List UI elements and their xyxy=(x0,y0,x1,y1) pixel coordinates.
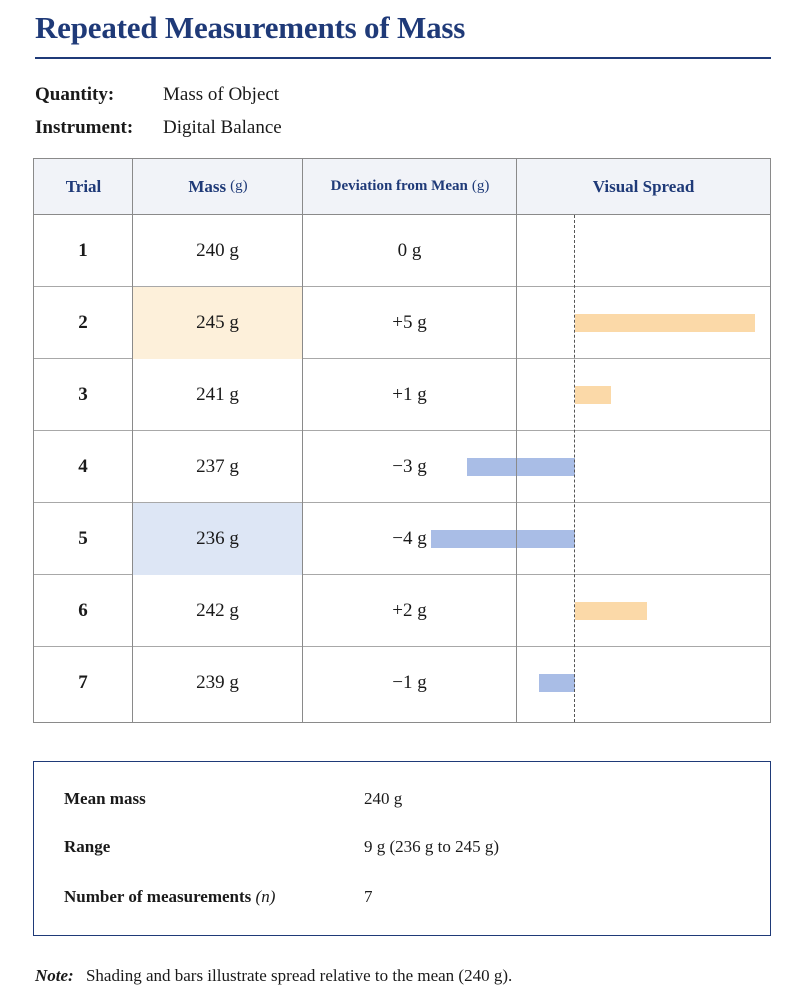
title-divider xyxy=(35,57,771,59)
instrument-value: Digital Balance xyxy=(163,117,282,138)
header-deviation-text: Deviation from Mean xyxy=(330,178,468,194)
page-title: Repeated Measurements of Mass xyxy=(35,10,466,45)
trial-cell: 1 xyxy=(78,240,88,261)
spread-bar xyxy=(575,386,611,404)
deviation-cell: 0 g xyxy=(397,240,422,261)
footnote xyxy=(35,966,512,986)
header-deviation-unit: (g) xyxy=(471,178,490,194)
quantity-label: Quantity: xyxy=(35,84,115,105)
mass-cell: 242 g xyxy=(196,600,239,621)
deviation-cell: +1 g xyxy=(392,384,427,405)
header-mass-unit: (g) xyxy=(230,178,248,194)
deviation-cell: +5 g xyxy=(392,312,427,333)
table-row xyxy=(34,359,770,431)
header-visual-spread xyxy=(517,159,770,214)
instrument-label: Instrument: xyxy=(35,117,134,138)
range-value: 9 g (236 g to 245 g) xyxy=(364,837,500,856)
table-row xyxy=(34,287,770,359)
mean-reference-line xyxy=(574,215,575,722)
count-label-text: Number of measurements xyxy=(64,887,252,906)
deviation-cell: −4 g xyxy=(392,528,427,549)
spread-bar xyxy=(575,314,755,332)
mass-cell: 240 g xyxy=(196,240,239,261)
spread-bar xyxy=(467,458,575,476)
table-header xyxy=(34,159,770,215)
header-mass-text: Mass xyxy=(188,176,227,196)
deviation-cell: −3 g xyxy=(392,456,427,477)
column-divider xyxy=(302,159,303,722)
trial-cell: 2 xyxy=(78,312,88,333)
header-deviation xyxy=(303,159,517,214)
count-symbol: (n) xyxy=(255,887,276,906)
trial-cell: 6 xyxy=(78,600,88,621)
table-row xyxy=(34,431,770,503)
note-text: Shading and bars illustrate spread relative to the mean (240 g). xyxy=(85,966,513,985)
mass-cell: 239 g xyxy=(196,672,239,693)
count-label xyxy=(64,887,275,907)
measurements-table xyxy=(33,158,771,723)
trial-cell: 5 xyxy=(78,528,88,549)
mass-cell: 237 g xyxy=(196,456,239,477)
note-lead: Note: xyxy=(35,966,74,985)
spread-bar xyxy=(539,674,575,692)
table-row xyxy=(34,215,770,287)
header-spread-text: Visual Spread xyxy=(592,176,695,196)
mean-label: Mean mass xyxy=(64,789,146,808)
table-row xyxy=(34,647,770,719)
quantity-value: Mass of Object xyxy=(163,84,280,105)
trial-cell: 3 xyxy=(78,384,88,405)
trial-cell: 7 xyxy=(78,672,88,693)
column-divider xyxy=(516,159,517,722)
header-mass xyxy=(133,159,303,214)
mass-cell: 236 g xyxy=(133,503,302,575)
table-row xyxy=(34,503,770,575)
header-trial-text: Trial xyxy=(65,176,102,196)
count-value: 7 xyxy=(364,887,373,906)
trial-cell: 4 xyxy=(78,456,88,477)
column-divider xyxy=(132,159,133,722)
mass-cell: 241 g xyxy=(196,384,239,405)
spread-bar xyxy=(431,530,575,548)
deviation-cell: −1 g xyxy=(392,672,427,693)
mean-value: 240 g xyxy=(364,789,403,808)
mass-cell: 245 g xyxy=(133,287,302,359)
table-row xyxy=(34,575,770,647)
range-label: Range xyxy=(64,837,111,856)
spread-bar xyxy=(575,602,647,620)
deviation-cell: +2 g xyxy=(392,600,427,621)
header-trial xyxy=(34,159,133,214)
summary-box xyxy=(33,761,771,936)
